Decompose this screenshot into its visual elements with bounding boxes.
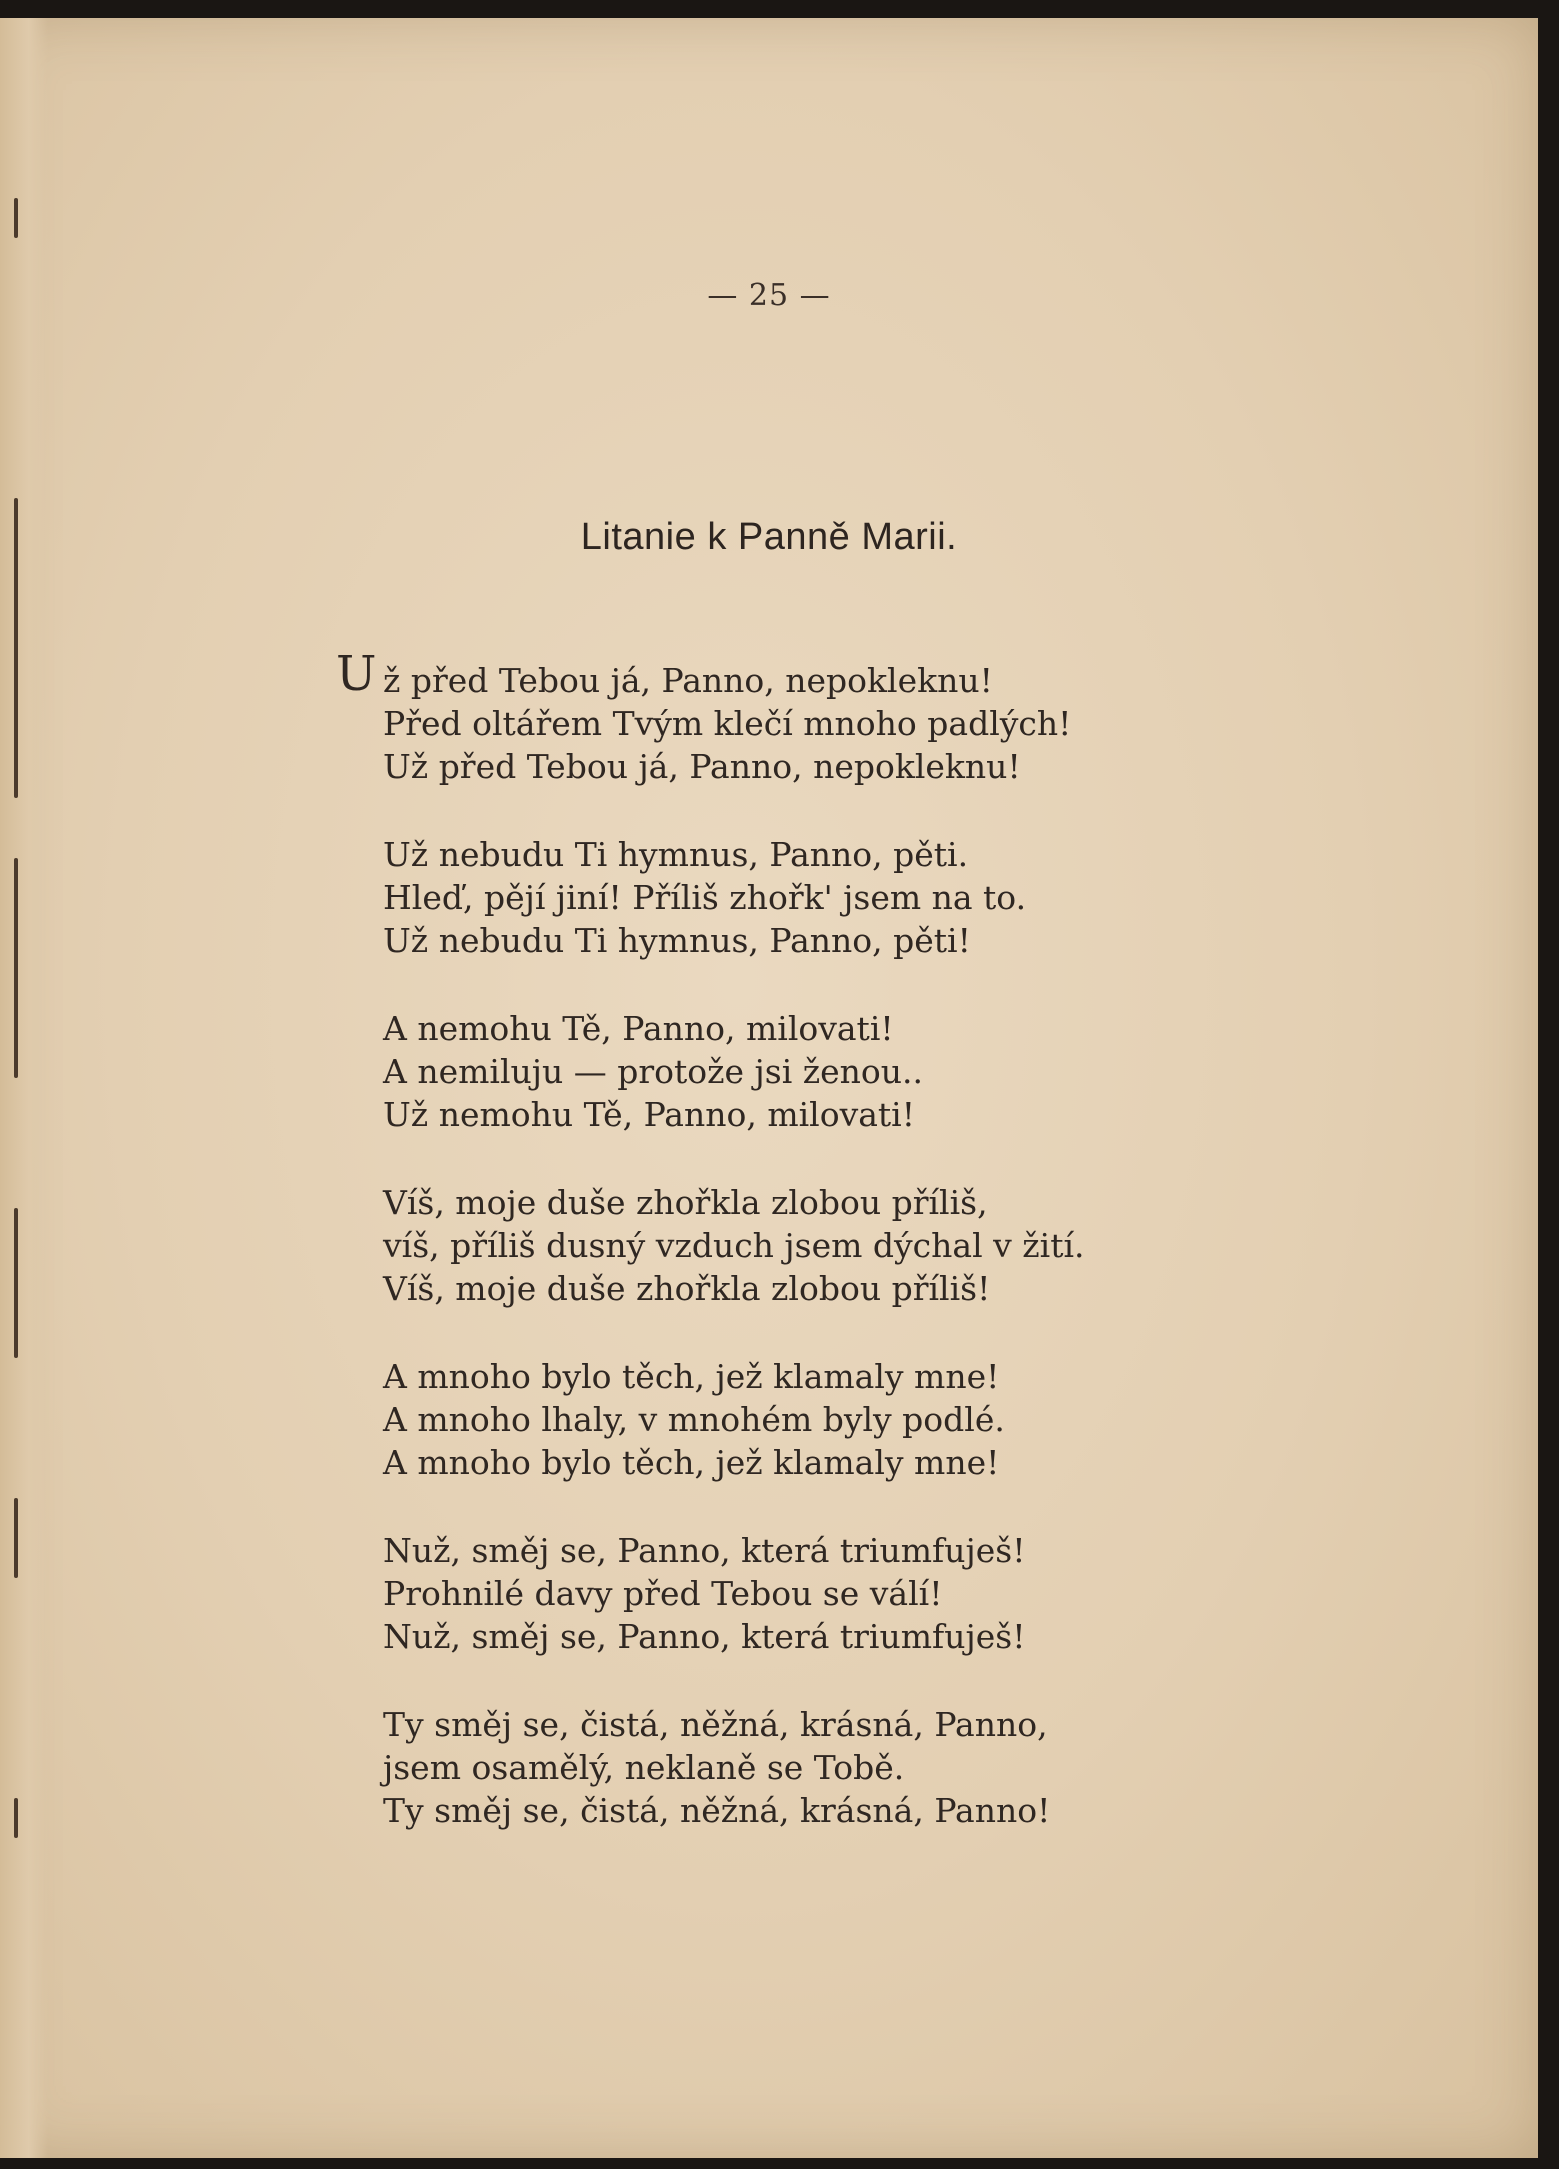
stanza <box>383 1007 1423 1136</box>
binding-mark <box>14 1798 18 1838</box>
stanza <box>383 1529 1423 1658</box>
poem-line: A nemiluju — protože jsi ženou.. <box>383 1052 924 1091</box>
poem-line: Nuž, směj se, Panno, která triumfuješ! <box>383 1617 1026 1656</box>
stanza <box>383 1703 1423 1832</box>
poem-line: Hleď, pějí jiní! Příliš zhořk' jsem na to. <box>383 878 1027 917</box>
stanza <box>383 833 1423 962</box>
poem-line: Ty směj se, čistá, něžná, krásná, Panno, <box>383 1705 1048 1744</box>
stanza <box>383 1355 1423 1484</box>
poem-line-text: ž před Tebou já, Panno, nepokleknu! <box>383 661 993 700</box>
poem-line: A mnoho bylo těch, jež klamaly mne! <box>383 1357 1000 1396</box>
poem-line: Víš, moje duše zhořkla zlobou příliš, <box>383 1183 988 1222</box>
poem-line: Prohnilé davy před Tebou se válí! <box>383 1574 943 1613</box>
drop-initial: U <box>336 646 377 702</box>
poem-body <box>336 646 1423 1877</box>
poem-line: A mnoho bylo těch, jež klamaly mne! <box>383 1443 1000 1482</box>
poem-line: Už nemohu Tě, Panno, milovati! <box>383 1095 915 1134</box>
binding-mark <box>14 1208 18 1358</box>
poem-title: Litanie k Panně Marii. <box>580 516 958 558</box>
poem-line: Už nebudu Ti hymnus, Panno, pěti! <box>383 921 971 960</box>
poem-line <box>336 646 1423 702</box>
poem-line: Nuž, směj se, Panno, která triumfuješ! <box>383 1531 1026 1570</box>
poem-line: Víš, moje duše zhořkla zlobou příliš! <box>383 1269 991 1308</box>
poem-line: Ty směj se, čistá, něžná, krásná, Panno! <box>383 1791 1051 1830</box>
binding-edge <box>0 18 48 2158</box>
poem-line: Už před Tebou já, Panno, nepokleknu! <box>383 747 1021 786</box>
poem-line: jsem osamělý, neklaně se Tobě. <box>383 1748 905 1787</box>
binding-mark <box>14 858 18 1078</box>
binding-mark <box>14 198 18 238</box>
poem-line: Před oltářem Tvým klečí mnoho padlých! <box>383 704 1072 743</box>
stanza <box>336 646 1423 788</box>
poem-line: A mnoho lhaly, v mnohém byly podlé. <box>383 1400 1005 1439</box>
page-number: — 25 — <box>707 278 831 313</box>
poem-line: Už nebudu Ti hymnus, Panno, pěti. <box>383 835 969 874</box>
poem-line: víš, příliš dusný vzduch jsem dýchal v žití. <box>383 1226 1085 1265</box>
stanza <box>383 1181 1423 1310</box>
poem-line: A nemohu Tě, Panno, milovati! <box>383 1009 894 1048</box>
binding-mark <box>14 1498 18 1578</box>
book-page <box>0 18 1538 2158</box>
